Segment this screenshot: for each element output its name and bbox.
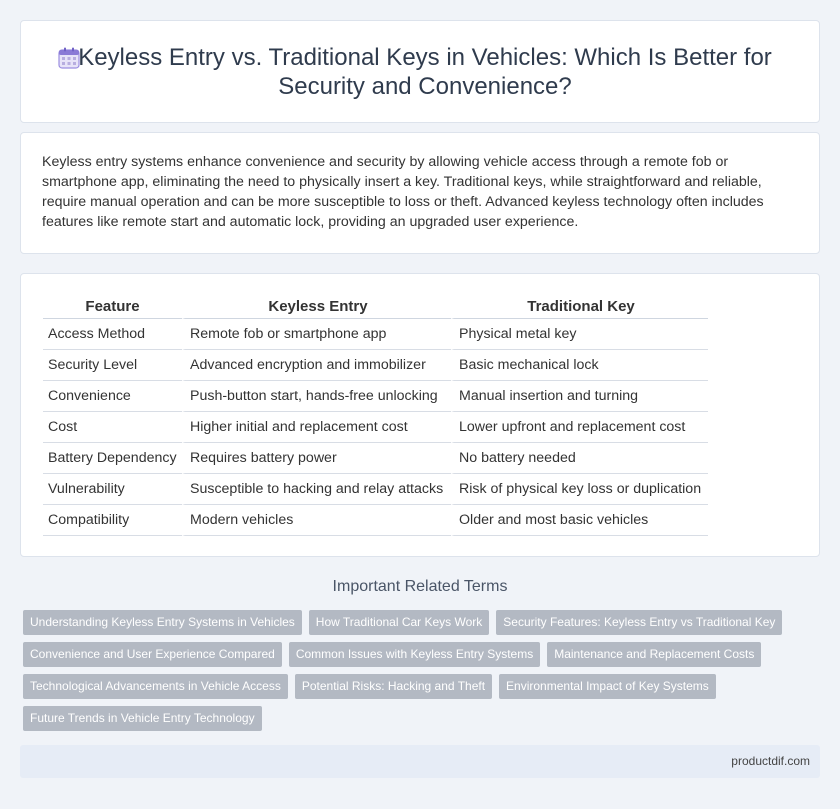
- table-cell: Lower upfront and replacement cost: [451, 412, 708, 443]
- related-terms-list: [23, 610, 813, 738]
- title-card: [20, 20, 820, 123]
- related-term-tag[interactable]: Technological Advancements in Vehicle Access: [23, 674, 288, 699]
- table-cell: Basic mechanical lock: [451, 350, 708, 381]
- table-cell: Vulnerability: [43, 474, 182, 505]
- footer: [20, 745, 820, 778]
- table-cell: Cost: [43, 412, 182, 443]
- related-term-tag[interactable]: Future Trends in Vehicle Entry Technology: [23, 706, 262, 731]
- table-row: [43, 350, 708, 381]
- intro-card: [20, 132, 820, 254]
- related-term-tag[interactable]: Maintenance and Replacement Costs: [547, 642, 761, 667]
- table-cell: Physical metal key: [451, 319, 708, 350]
- related-term-tag[interactable]: Common Issues with Keyless Entry Systems: [289, 642, 540, 667]
- related-terms-title: Important Related Terms: [332, 578, 508, 595]
- header-traditional-key: Traditional Key: [451, 295, 708, 319]
- table-header-row: [43, 295, 708, 319]
- table-cell: No battery needed: [451, 443, 708, 474]
- table-cell: Susceptible to hacking and relay attacks: [182, 474, 451, 505]
- table-cell: Convenience: [43, 381, 182, 412]
- table-row: [43, 443, 708, 474]
- footer-site-link[interactable]: productdif.com: [731, 754, 810, 768]
- table-cell: Remote fob or smartphone app: [182, 319, 451, 350]
- table-cell: Compatibility: [43, 505, 182, 536]
- table-row: [43, 505, 708, 536]
- table-cell: Push-button start, hands-free unlocking: [182, 381, 451, 412]
- table-cell: Manual insertion and turning: [451, 381, 708, 412]
- table-cell: Security Level: [43, 350, 182, 381]
- table-row: [43, 319, 708, 350]
- table-cell: Access Method: [43, 319, 182, 350]
- table-cell: Older and most basic vehicles: [451, 505, 708, 536]
- related-term-tag[interactable]: Security Features: Keyless Entry vs Traditional Key: [496, 610, 782, 635]
- related-term-tag[interactable]: How Traditional Car Keys Work: [309, 610, 490, 635]
- intro-paragraph: Keyless entry systems enhance convenience and security by allowing vehicle access through a remote fob or smartphone app, eliminating the need to physically insert a key. Traditional keys, while straightforward and reliable, require manual operation and can be more susceptible to loss or theft. Advanced keyless technology often includes features like remote start and automatic lock, providing an upgraded user experience.: [42, 154, 764, 230]
- table-cell: Battery Dependency: [43, 443, 182, 474]
- comparison-table: [43, 295, 708, 536]
- table-row: [43, 474, 708, 505]
- table-cell: Requires battery power: [182, 443, 451, 474]
- related-term-tag[interactable]: Convenience and User Experience Compared: [23, 642, 282, 667]
- related-term-tag[interactable]: Environmental Impact of Key Systems: [499, 674, 716, 699]
- table-cell: Risk of physical key loss or duplication: [451, 474, 708, 505]
- header-keyless-entry: Keyless Entry: [182, 295, 451, 319]
- table-cell: Advanced encryption and immobilizer: [182, 350, 451, 381]
- table-row: [43, 412, 708, 443]
- comparison-card: [20, 273, 820, 557]
- related-term-tag[interactable]: Potential Risks: Hacking and Theft: [295, 674, 492, 699]
- related-term-tag[interactable]: Understanding Keyless Entry Systems in Vehicles: [23, 610, 302, 635]
- header-feature: Feature: [43, 295, 182, 319]
- table-row: [43, 381, 708, 412]
- page-title: Keyless Entry vs. Traditional Keys in Vehicles: Which Is Better for Security and Convenience?: [78, 43, 772, 100]
- table-cell: Modern vehicles: [182, 505, 451, 536]
- table-cell: Higher initial and replacement cost: [182, 412, 451, 443]
